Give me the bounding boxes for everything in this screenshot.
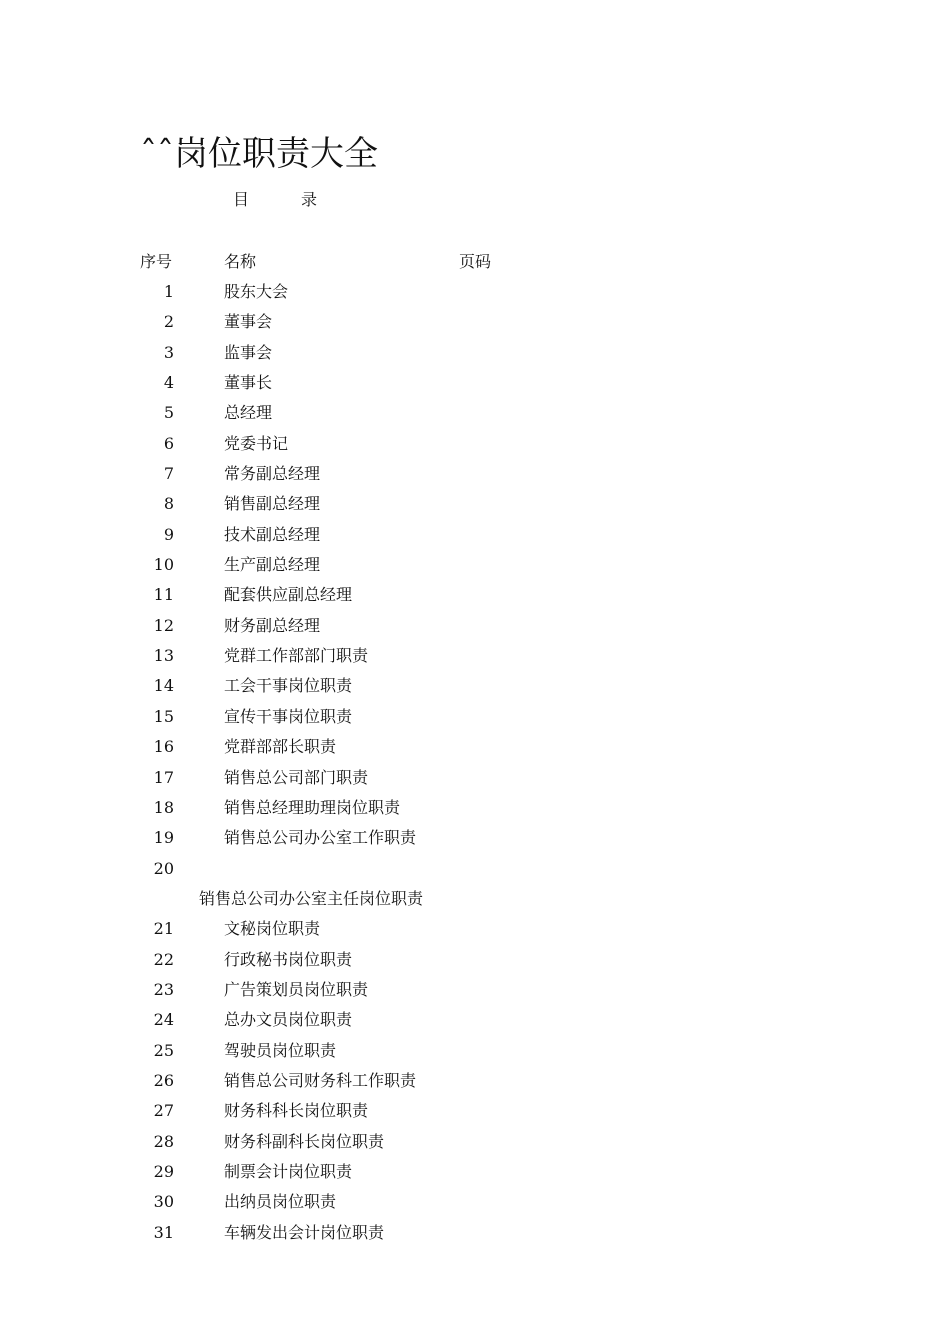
- toc-row-number: 23: [153, 979, 174, 999]
- toc-row: [0, 341, 950, 371]
- toc-row: [0, 826, 950, 856]
- toc-row: [0, 917, 950, 947]
- toc-row: [0, 401, 950, 431]
- toc-row-name: 文秘岗位职责: [224, 919, 321, 939]
- toc-row-number: 3: [163, 342, 174, 362]
- toc-row-number: 13: [153, 646, 174, 666]
- toc-row-name: 工会干事岗位职责: [224, 676, 353, 696]
- toc-row-number: 11: [153, 585, 174, 605]
- toc-row: [0, 766, 950, 796]
- toc-column-headers: [0, 250, 950, 274]
- toc-row-number: 9: [163, 524, 174, 544]
- toc-row-number: 12: [153, 615, 174, 635]
- toc-heading: [233, 189, 317, 211]
- toc-row-name: 董事会: [224, 312, 273, 332]
- toc-row-number: 10: [153, 555, 174, 575]
- toc-row-number: 2: [163, 312, 174, 332]
- toc-row-name: 行政秘书岗位职责: [224, 949, 353, 969]
- toc-row: [0, 705, 950, 735]
- toc-row-name: 生产副总经理: [224, 555, 321, 575]
- toc-row-name: 销售副总经理: [224, 494, 321, 514]
- toc-row-name: 制票会计岗位职责: [224, 1161, 353, 1181]
- toc-row-name: 广告策划员岗位职责: [224, 979, 369, 999]
- toc-row-number: 7: [163, 464, 174, 484]
- toc-row-number: 14: [153, 676, 174, 696]
- toc-row-name: 财务科副科长岗位职责: [224, 1131, 385, 1151]
- toc-row-name: 党群工作部部门职责: [224, 646, 369, 666]
- toc-row: [0, 735, 950, 765]
- toc-row-name: 党群部部长职责: [224, 737, 337, 757]
- toc-row-number: 18: [153, 797, 174, 817]
- column-header-name: 名称: [224, 252, 257, 271]
- toc-row: [0, 583, 950, 613]
- toc-row-name: 技术副总经理: [224, 524, 321, 544]
- toc-row-number: 31: [153, 1222, 174, 1242]
- toc-row: [0, 1069, 950, 1099]
- column-header-number: 序号: [140, 252, 173, 271]
- toc-row-number: 22: [153, 949, 174, 969]
- toc-row: [0, 310, 950, 340]
- toc-row-number: 19: [153, 828, 174, 848]
- toc-row-name: 总经理: [224, 403, 273, 423]
- toc-row: [0, 1099, 950, 1129]
- toc-row: [0, 553, 950, 583]
- toc-row: [0, 614, 950, 644]
- toc-row-name: 党委书记: [224, 433, 289, 453]
- toc-row-number: 24: [153, 1010, 174, 1030]
- toc-row: [0, 1008, 950, 1038]
- toc-row-name: 股东大会: [224, 282, 289, 301]
- toc-row-name: 销售总经理助理岗位职责: [224, 797, 401, 817]
- toc-row-name: 常务副总经理: [224, 464, 321, 484]
- toc-row-name: 宣传干事岗位职责: [224, 706, 353, 726]
- toc-row-number: 26: [153, 1070, 174, 1090]
- toc-row-number: 28: [153, 1131, 174, 1151]
- toc-heading-char-1: 目: [233, 190, 250, 209]
- toc-row-name: 财务副总经理: [224, 615, 321, 635]
- toc-row-number: 6: [163, 433, 174, 453]
- toc-row: [0, 796, 950, 826]
- toc-heading-char-2: 录: [301, 190, 318, 209]
- toc-row-number: 21: [153, 919, 174, 939]
- toc-row-number: 5: [163, 403, 174, 423]
- toc-row: [0, 280, 950, 310]
- toc-row-number: 29: [153, 1161, 174, 1181]
- toc-row-name: 出纳员岗位职责: [224, 1192, 337, 1212]
- toc-row-wrapped: [0, 887, 950, 917]
- toc-list: [0, 280, 950, 1251]
- toc-row: [0, 948, 950, 978]
- toc-row: [0, 1221, 950, 1251]
- toc-row-name: 配套供应副总经理: [224, 585, 353, 605]
- toc-row: [0, 674, 950, 704]
- column-header-page: 页码: [459, 252, 492, 271]
- toc-row-number: 25: [153, 1040, 174, 1060]
- toc-row-number: 20: [153, 858, 174, 878]
- toc-row: [0, 462, 950, 492]
- toc-row-number: 15: [153, 706, 174, 726]
- toc-row-name: 车辆发出会计岗位职责: [224, 1222, 385, 1242]
- toc-row-number: 17: [153, 767, 174, 787]
- toc-row: [0, 523, 950, 553]
- toc-row-name: 财务科科长岗位职责: [224, 1101, 369, 1121]
- toc-row-name: 监事会: [224, 342, 273, 362]
- toc-row-name: 总办文员岗位职责: [224, 1010, 353, 1030]
- document-title: ˆˆ岗位职责大全: [140, 134, 378, 174]
- toc-row: [0, 857, 950, 887]
- toc-row-number: 30: [153, 1192, 174, 1212]
- toc-row-number: 8: [163, 494, 174, 514]
- toc-row: [0, 644, 950, 674]
- toc-row: [0, 1039, 950, 1069]
- toc-row-number: 4: [163, 373, 174, 393]
- toc-row-name: 驾驶员岗位职责: [224, 1040, 337, 1060]
- toc-row: [0, 432, 950, 462]
- toc-row-name: 销售总公司办公室工作职责: [224, 828, 417, 848]
- toc-row-name: 销售总公司办公室主任岗位职责: [199, 888, 424, 908]
- toc-row: [0, 492, 950, 522]
- toc-row-number: 1: [163, 282, 174, 301]
- toc-row: [0, 1160, 950, 1190]
- toc-row-name: 销售总公司部门职责: [224, 767, 369, 787]
- toc-row-name: 销售总公司财务科工作职责: [224, 1070, 417, 1090]
- toc-row: [0, 1190, 950, 1220]
- toc-row-name: 董事长: [224, 373, 273, 393]
- toc-row-number: 27: [153, 1101, 174, 1121]
- toc-row: [0, 978, 950, 1008]
- toc-row-number: 16: [153, 737, 174, 757]
- toc-row: [0, 371, 950, 401]
- toc-row: [0, 1130, 950, 1160]
